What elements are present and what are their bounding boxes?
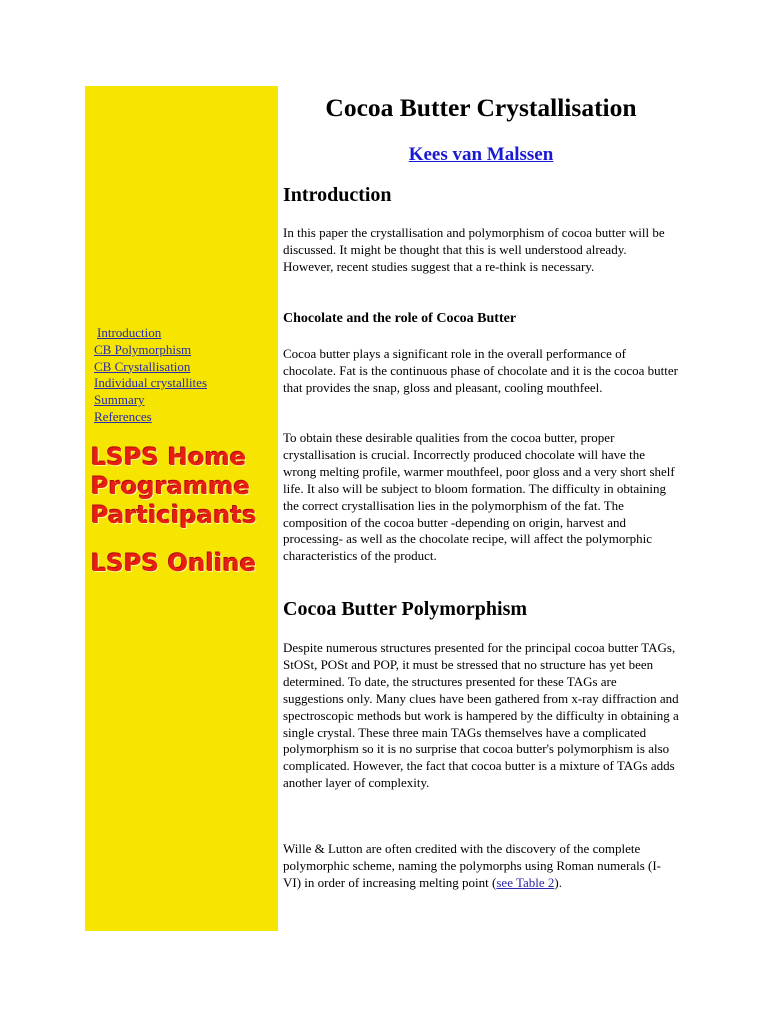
lsps-links	[91, 443, 257, 530]
sidebar	[85, 86, 278, 931]
lsps-programme-link[interactable]: Programme	[91, 472, 251, 500]
nav-link-summary[interactable]: Summary	[94, 392, 145, 408]
author-link[interactable]: Kees van Malssen	[408, 144, 554, 165]
nav-link-individual-crystallites[interactable]: Individual crystallites	[94, 375, 208, 391]
lsps-participants-link[interactable]: Participants	[91, 501, 257, 529]
see-table-2-link[interactable]: see Table 2	[496, 874, 555, 890]
section-heading-introduction: Introduction	[283, 184, 392, 206]
author	[283, 144, 679, 166]
paragraph-wille-lutton	[283, 841, 679, 892]
lsps-online-link[interactable]: LSPS Online	[91, 549, 257, 577]
paragraph-polymorphism: Despite numerous structures presented for the principal cocoa butter TAGs, StOSt, POSt and POP, it must be stressed that no structure has yet been determined. To date, the structures presented for these TAGs are suggestions only. Many clues have been gathered from x-ray diffraction and spectroscopic methods but work is hampered by the difficulty in obtaining a single crystal. These three main TAGs themselves have a complicated polymorphism so it is no surprise that cocoa butter's polymorphism is also complicated. However, the fact that cocoa butter is a mixture of TAGs adds another layer of complexity.	[283, 640, 679, 791]
paragraph-intro: In this paper the crystallisation and polymorphism of cocoa butter will be discussed. It might be thought that this is well understood already. However, recent studies suggest that a re-think is necessary.	[283, 225, 665, 274]
lsps-home-link[interactable]: LSPS Home	[91, 443, 247, 471]
nav-link-references[interactable]: References	[94, 408, 152, 424]
paragraph-chocolate: Cocoa butter plays a significant role in the overall performance of chocolate. Fat is the continuous phase of chocolate and it is the cocoa butter that provides the snap, gloss and pleasant, cooling mouthfeel.	[283, 346, 678, 395]
paragraph-wille-lutton-end: ).	[554, 874, 563, 890]
page-title: Cocoa Butter Crystallisation	[325, 93, 637, 122]
subheading-chocolate: Chocolate and the role of Cocoa Butter	[283, 311, 517, 326]
nav-link-cb-polymorphism[interactable]: CB Polymorphism	[94, 341, 192, 357]
sidebar-nav	[94, 325, 207, 426]
paragraph-crystallisation: To obtain these desirable qualities from the cocoa butter, proper crystallisation is crucial. Incorrectly produced chocolate will have the wrong melting profile, warmer mouthfeel, poor gloss and a very short shelf life. It also will be subject to bloom formation. The difficulty in obtaining the correct crystallisation lies in the polymorphism of the fat. The composition of the cocoa butter -depending on origin, harvest and processing- as well as the chocolate recipe, will affect the polymorphic characteristics of the product.	[283, 430, 675, 564]
paragraph-wille-lutton-text: Wille & Lutton are often credited with the discovery of the complete polymorphic scheme, naming the polymorphs using Roman numerals (I-VI) in order of increasing melting point (	[283, 841, 662, 890]
section-heading-polymorphism: Cocoa Butter Polymorphism	[283, 598, 528, 620]
nav-link-introduction[interactable]: Introduction	[97, 325, 162, 340]
nav-link-cb-crystallisation[interactable]: CB Crystallisation	[94, 358, 191, 374]
